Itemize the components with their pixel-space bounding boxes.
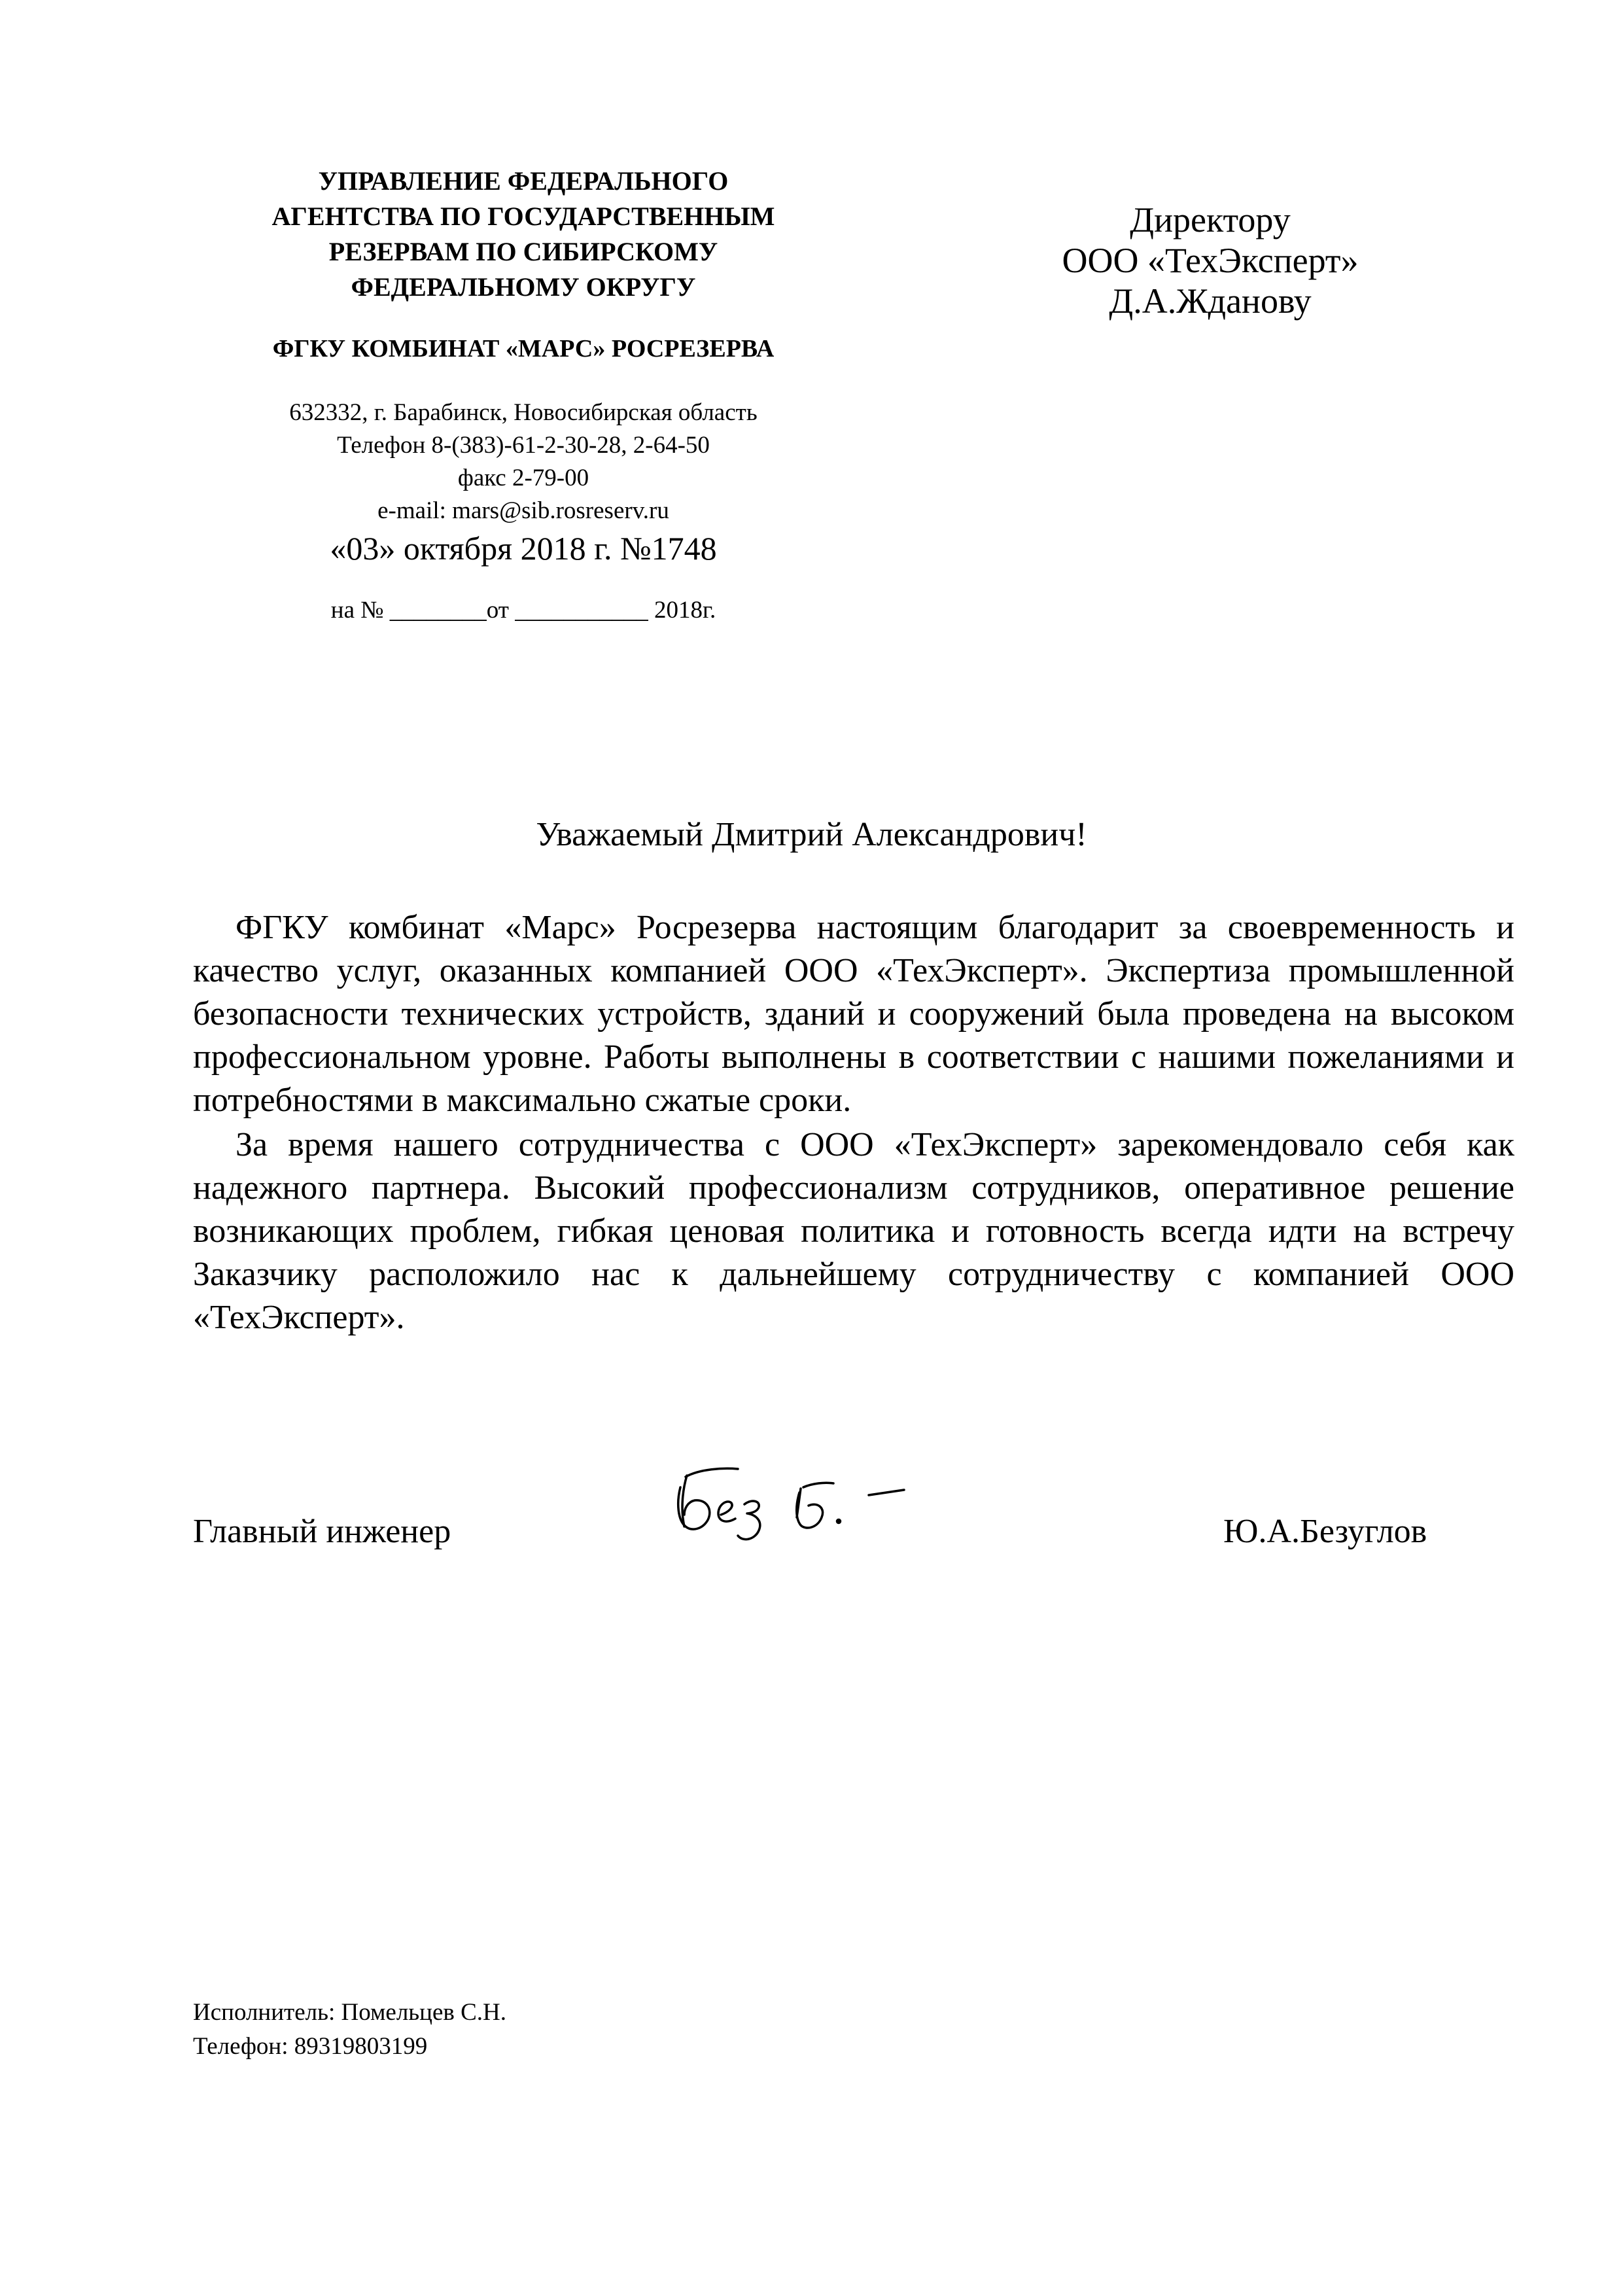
executor-block [193,1996,506,2064]
sender-phone: Телефон 8-(383)-61-2-30-28, 2-64-50 [337,432,710,459]
signatory-position: Главный инженер [193,1513,451,1550]
executor-name: Исполнитель: Помельцев С.Н. [193,1999,507,2026]
agency-line: АГЕНТСТВА ПО ГОСУДАРСТВЕННЫМ [271,202,775,231]
handwritten-signature [661,1449,935,1547]
sender-contacts [186,397,860,527]
sender-fax: факс 2-79-00 [457,465,589,491]
sender-address: 632332, г. Барабинск, Новосибирская область [289,399,758,426]
greeting: Уважаемый Дмитрий Александрович! [536,816,1087,853]
sender-header [186,164,860,627]
agency-line: РЕЗЕРВАМ ПО СИБИРСКОМУ [328,237,718,266]
reference-line: на № ________от ___________ 2018г. [330,597,716,624]
body-paragraph: За время нашего сотрудничества с ООО «ТехЭксперт» зарекомендовало себя как надежного партнера. Высокий профессионализм сотрудников, оперативное решение возникающих проблем, гибкая ценовая политика и готовность всегда идти на встречу Заказчику расположило нас к дальнейшему сотрудничеству с компанией ООО «ТехЭксперт». [193,1126,1514,1336]
letter-body [193,906,1514,1341]
organization-name: ФГКУ КОМБИНАТ «МАРС» РОСРЕЗЕРВА [272,335,775,362]
addressee-line: Директору [1130,200,1291,239]
agency-name [186,164,860,305]
signatory-name: Ю.А.Безуглов [1223,1513,1427,1550]
addressee-line: Д.А.Жданову [1109,281,1312,321]
executor-phone: Телефон: 89319803199 [193,2033,428,2060]
agency-line: ФЕДЕРАЛЬНОМУ ОКРУГУ [351,272,696,302]
outgoing-date-number: «03» октября 2018 г. №1748 [330,530,717,567]
body-paragraph: ФГКУ комбинат «Марс» Росрезерва настоящим благодарит за своевременность и качество услуг, оказанных компанией ООО «ТехЭксперт». Экспертиза промышленной безопасности технических устройств, зданий и сооружений была проведена на высоком профессиональном уровне. Работы выполнены в соответствии с нашими пожеланиями и потребностями в максимально сжатые сроки. [193,909,1514,1119]
agency-line: УПРАВЛЕНИЕ ФЕДЕРАЛЬНОГО [318,166,729,196]
sender-email: e-mail: mars@sib.rosreserv.ru [377,497,669,524]
addressee-block [981,200,1439,321]
addressee-line: ООО «ТехЭксперт» [1062,241,1359,280]
